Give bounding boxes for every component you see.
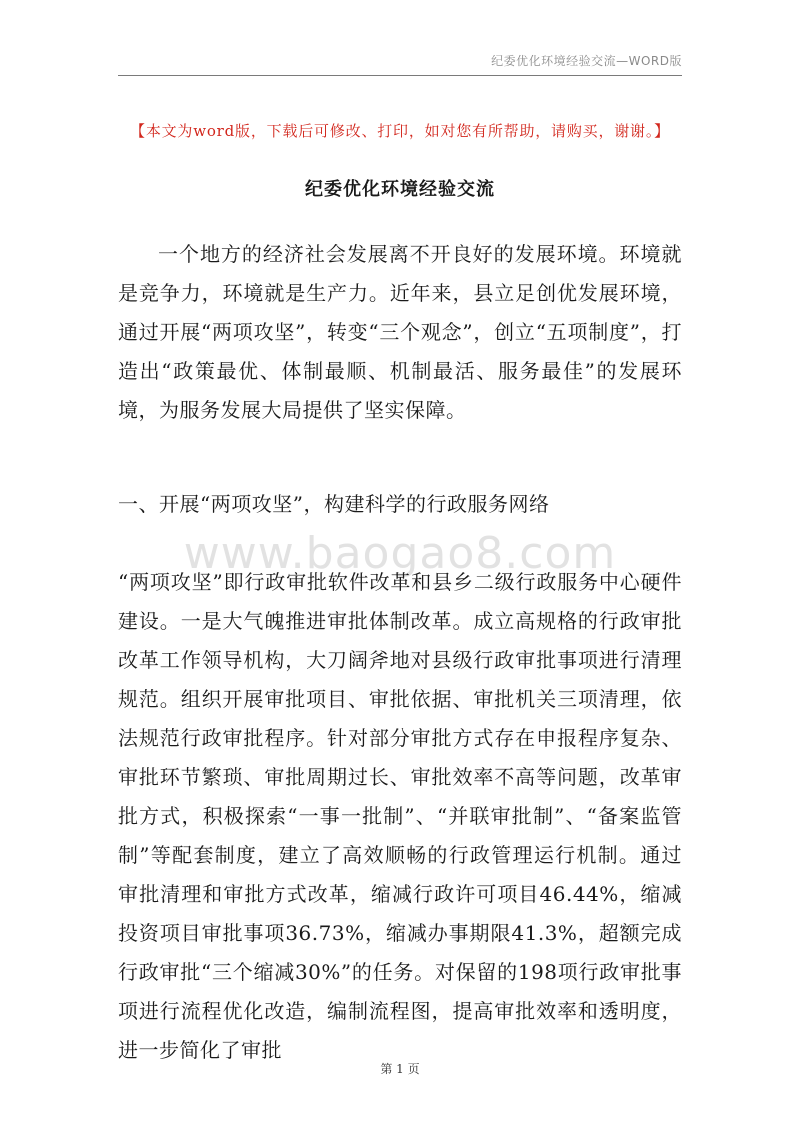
purchase-notice: 【本文为word版，下载后可修改、打印，如对您有所帮助，请购买，谢谢。】	[130, 122, 670, 140]
body-paragraph: “两项攻坚”即行政审批软件改革和县乡二级行政服务中心硬件建设。一是大气魄推进审批体制改革。成立高规格的行政审批改革工作领导机构，大刀阔斧地对县级行政审批事项进行清理规范。组织开展审批项目、审批依据、审批机关三项清理，依法规范行政审批程序。针对部分审批方式存在申报程序复杂、审批环节繁琐、审批周期过长、审批效率不高等问题，改革审批方式，积极探索“一事一批制”、“并联审批制”、“备案监管制”等配套制度，建立了高效顺畅的行政管理运行机制。通过审批清理和审批方式改革，缩减行政许可项目46.44%，缩减投资项目审批事项36.73%，缩减办事期限41.3%，超额完成行政审批“三个缩减30%”的任务。对保留的198项行政审批事项进行流程优化改造，编制流程图，提高审批效率和透明度，进一步简化了审批	[118, 570, 682, 1062]
watermark: www.baogao8.com	[183, 528, 617, 579]
running-header: 纪委优化环境经验交流—WORD版	[491, 54, 682, 68]
header-divider	[118, 75, 682, 76]
page-number: 第 1 页	[380, 1062, 420, 1076]
section-heading: 一、开展“两项攻坚”，构建科学的行政服务网络	[118, 492, 550, 516]
document-title: 纪委优化环境经验交流	[305, 179, 495, 200]
intro-paragraph: 一个地方的经济社会发展离不开良好的发展环境。环境就是竞争力，环境就是生产力。近年来，县立足创优发展环境，通过开展“两项攻坚”，转变“三个观念”，创立“五项制度”，打造出“政策最优、体制最顺、机制最活、服务最佳”的发展环境，为服务发展大局提供了坚实保障。	[118, 242, 682, 422]
